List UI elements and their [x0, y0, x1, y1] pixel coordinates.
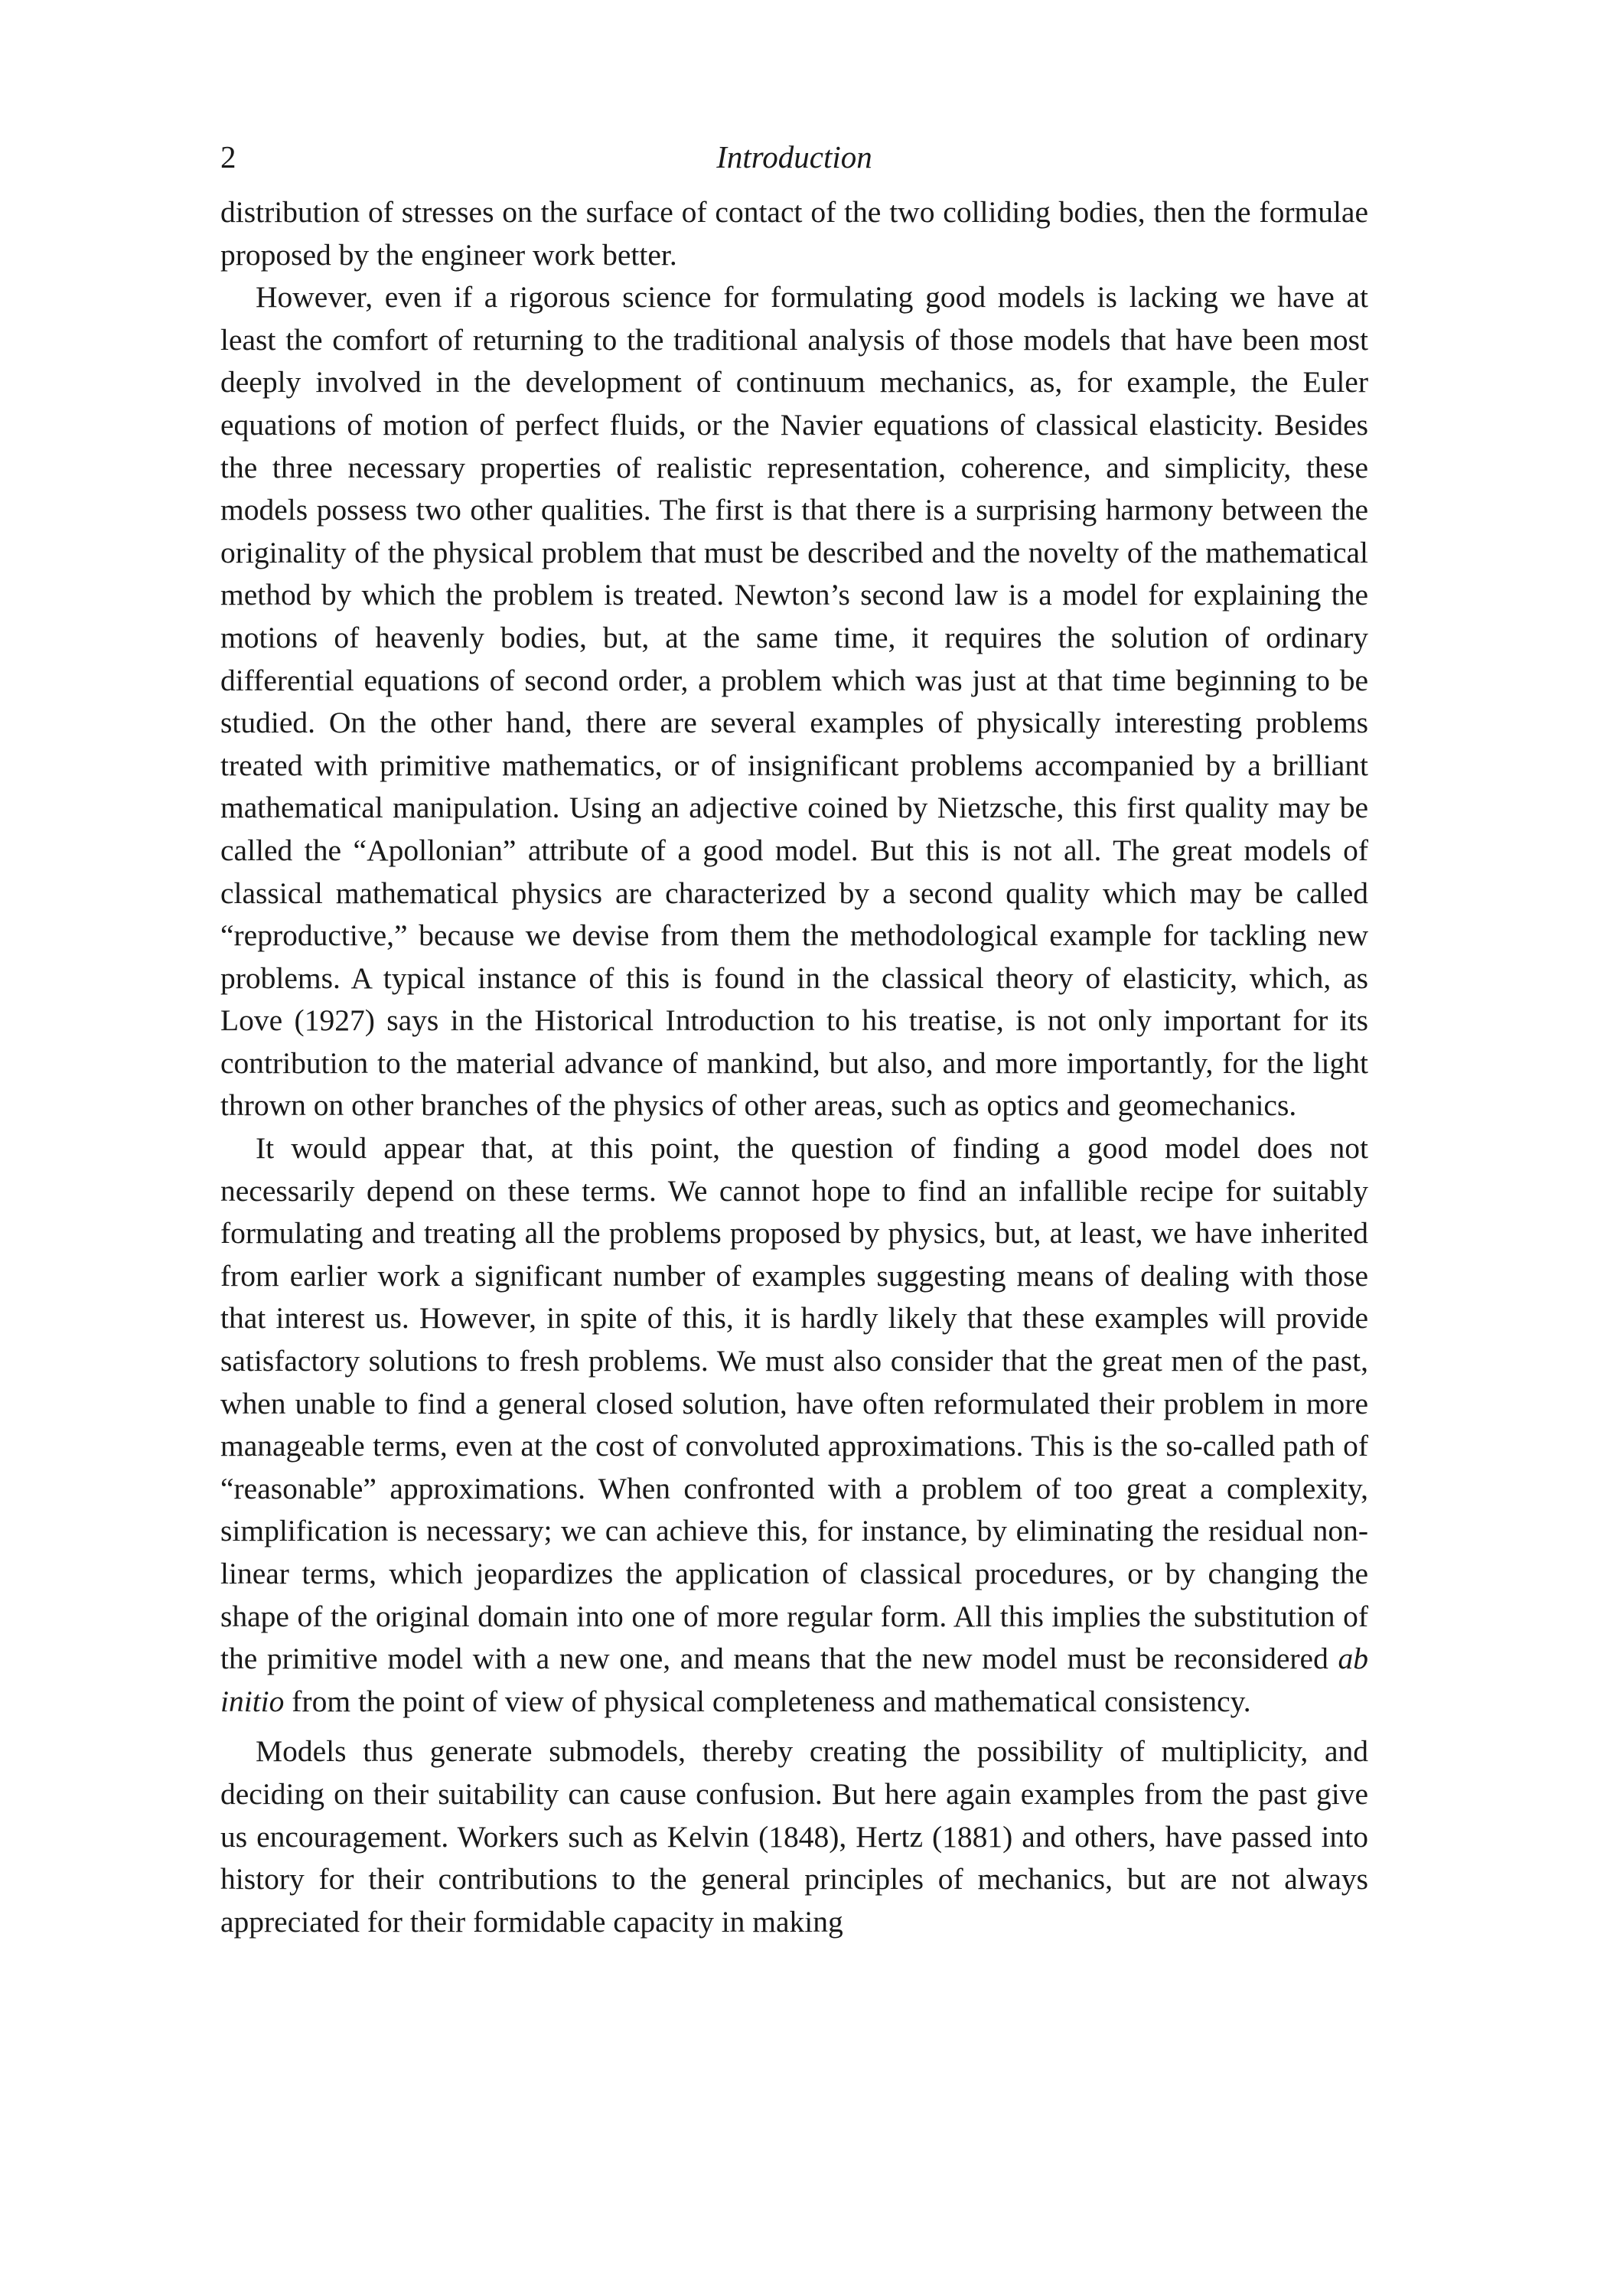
paragraph-reasonable-approximations [220, 1127, 1368, 1723]
paragraph-good-models: However, even if a rigorous science for formulating good models is lacking we have at least the comfort of returning to the traditional analysis of those models that have been most deeply involved in the development of continuum mechanics, as, for example, the Euler equations of motion of perfect fluids, or the Navier equations of classical elasticity. Besides the three necessary properties of realistic representation, coherence, and simplicity, these models possess two other qualities. The first is that there is a surprising harmony between the originality of the physical problem that must be described and the novelty of the mathematical method by which the problem is treated. Newton’s second law is a model for explaining the motions of heavenly bodies, but, at the same time, it requires the solution of ordinary differential equations of second order, a problem which was just at that time beginning to be studied. On the other hand, there are several examples of physically interesting problems treated with primitive mathematics, or of insignificant problems accompanied by a brilliant mathematical manipulation. Using an adjective coined by Nietzsche, this first quality may be called the “Apollonian” attribute of a good model. But this is not all. The great models of classical mathematical physics are characterized by a second quality which may be called “reproductive,” because we devise from them the methodological example for tackling new problems. A typical instance of this is found in the classical theory of elasticity, which, as Love (1927) says in the Historical Introduction to his treatise, is not only important for its contribution to the material advance of mankind, but also, and more importantly, for the light thrown on other branches of the physics of other areas, such as optics and geomechanics. [220, 280, 1368, 1123]
book-page [220, 138, 1368, 1943]
paragraph-submodels: Models thus generate submodels, thereby creating the possibility of multiplicity, and deciding on their suitability can cause confusion. But here again examples from the past give us encouragement. Workers such as Kelvin (1848), Hertz (1881) and others, have passed into history for their contributions to the general principles of mechanics, but are not always appreciated for their formidable capacity in making [220, 1734, 1368, 1939]
page-number: 2 [220, 139, 236, 174]
paragraph-text: from the point of view of physical completeness and mathematical consistency. [284, 1684, 1251, 1718]
page-header [220, 138, 1368, 191]
italic-phrase: ab initio [220, 1642, 1368, 1718]
running-head: Introduction [716, 139, 872, 174]
body-text [220, 191, 1368, 1943]
paragraph-continuation: distribution of stresses on the surface of contact of the two colliding bodies, then the formulae proposed by the engineer work better. [220, 195, 1368, 272]
paragraph-text: It would appear that, at this point, the question of finding a good model does not necessarily depend on these terms. We cannot hope to find an infallible recipe for suitably formulating and treating all the problems proposed by physics, but, at least, we have inherited from earlier work a significant number of examples suggesting means of dealing with those that interest us. However, in spite of this, it is hardly likely that these examples will provide satisfactory solutions to fresh problems. We must also consider that the great men of the past, when unable to find a general closed solution, have often reformulated their problem in more manageable terms, even at the cost of convoluted approximations. This is the so-called path of “reasonable” approximations. When confronted with a problem of too great a complexity, simplification is necessary; we can achieve this, for instance, by eliminating the residual non-linear terms, which jeopardizes the application of classical procedures, or by changing the shape of the original domain into one of more regular form. All this implies the substitution of the primitive model with a new one, and means that the new model must be reconsidered [220, 1131, 1368, 1676]
